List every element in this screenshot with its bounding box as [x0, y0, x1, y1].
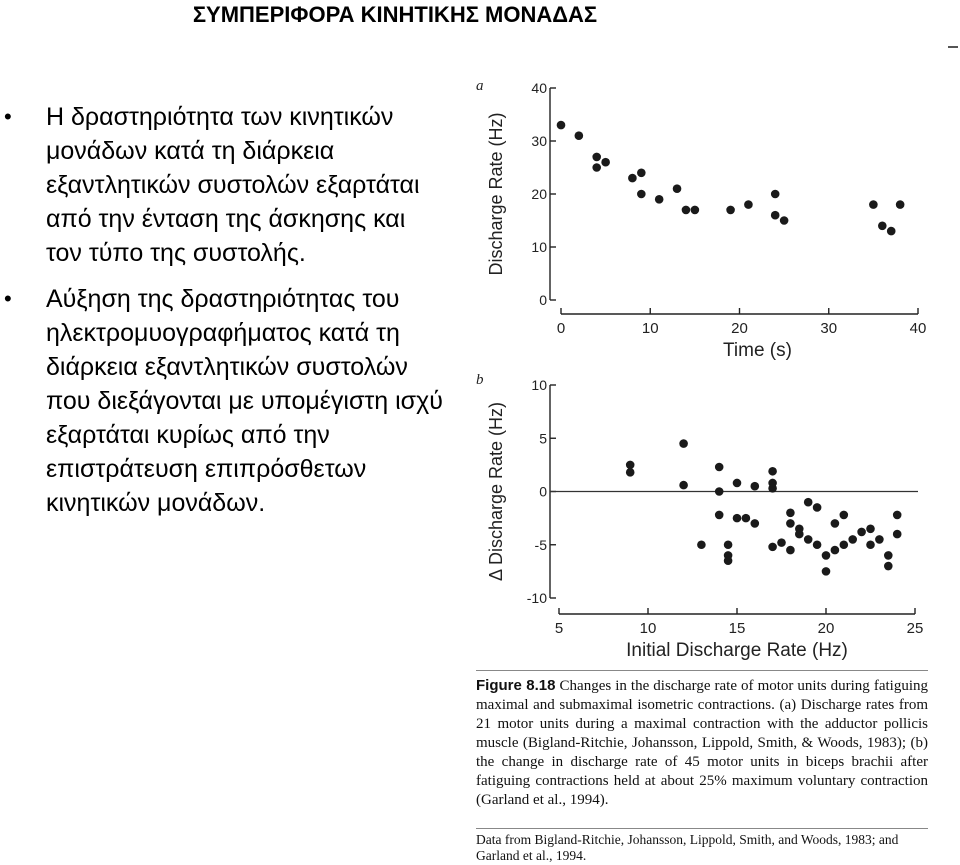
figure-source: Data from Bigland-Ritchie, Johansson, Lippold, Smith, and Woods, 1983; and Garland et al., 1994. — [476, 832, 899, 863]
data-point — [733, 479, 742, 488]
x-tick-label: 25 — [906, 620, 924, 637]
bullet-dot-icon: • — [4, 104, 12, 129]
y-tick-label: 20 — [531, 186, 547, 202]
bullet-text-1: Η δραστηριότητα των κινητικών μονάδων κατά τη διάρκεια εξαντλητικών συστολών εξαρτάται από την ένταση της άσκησης και τον τύπο της συστολής. — [46, 103, 420, 267]
data-point — [795, 530, 804, 539]
data-point — [831, 519, 840, 528]
data-point — [840, 540, 849, 549]
data-point — [733, 514, 742, 523]
data-point — [896, 200, 905, 209]
y-tick-label: 40 — [531, 80, 547, 96]
data-point — [777, 538, 786, 547]
y-axis-title: Discharge Rate (Hz) — [486, 112, 506, 276]
data-point — [813, 540, 822, 549]
y-tick-label: -10 — [526, 590, 547, 606]
data-point — [768, 543, 777, 552]
x-axis-title: Time (s) — [723, 340, 792, 361]
data-point — [884, 551, 893, 560]
data-point — [726, 206, 735, 215]
slide-title: ΣΥΜΠΕΡΙΦΟΡΑ ΚΙΝΗΤΙΚΗΣ ΜΟΝΑΔΑΣ — [192, 2, 598, 27]
bullet-dot-icon: • — [4, 286, 12, 311]
data-point — [771, 211, 780, 220]
data-point — [715, 463, 724, 472]
y-axis-title: Δ Discharge Rate (Hz) — [486, 401, 506, 582]
x-tick-label: 10 — [639, 620, 657, 637]
data-point — [742, 514, 751, 523]
bullet-text-2: Αύξηση της δραστηριότητας του ηλεκτρομυογραφήματος κατά τη διάρκεια εξαντλητικών συστολών που διεξάγονται με υπομέγιστη ισχύ εξαρτάται κυρίως από την επιστράτευση επιπρόσθετων κινητικών μονάδων. — [46, 285, 443, 517]
x-tick-label: 5 — [554, 620, 564, 637]
data-point — [771, 190, 780, 199]
corner-dash — [948, 46, 958, 48]
data-point — [866, 524, 875, 533]
data-point — [804, 535, 813, 544]
data-point — [804, 498, 813, 507]
y-tick-label: -5 — [534, 536, 547, 553]
data-point — [813, 503, 822, 512]
data-point — [768, 467, 777, 476]
x-tick-label: 0 — [556, 320, 566, 337]
x-tick-label: 20 — [731, 320, 748, 337]
data-point — [884, 562, 893, 571]
data-point — [679, 481, 688, 490]
data-point — [831, 546, 840, 555]
data-point — [840, 511, 849, 520]
x-tick-label: 40 — [909, 320, 927, 337]
data-point — [878, 222, 887, 231]
x-tick-label: 10 — [641, 320, 659, 337]
data-point — [691, 206, 700, 215]
x-tick-label: 15 — [728, 620, 746, 637]
caption-rule — [476, 670, 928, 671]
data-point — [715, 487, 724, 496]
caption-lead: Figure 8.18 — [476, 677, 556, 694]
data-point — [822, 551, 831, 560]
panel-letter-b: b — [476, 372, 484, 388]
x-tick-label: 20 — [817, 620, 835, 637]
data-point — [751, 519, 760, 528]
data-point — [592, 163, 601, 172]
data-point — [628, 174, 637, 183]
data-point — [768, 484, 777, 493]
data-point — [887, 227, 896, 236]
data-point — [724, 556, 733, 565]
data-point — [575, 131, 584, 140]
bullet-list — [4, 100, 444, 520]
y-tick-label: 10 — [531, 239, 547, 255]
panel-letter-a: a — [476, 78, 484, 94]
x-tick-label: 30 — [820, 320, 838, 337]
data-point — [866, 540, 875, 549]
data-point — [869, 200, 878, 209]
data-point — [822, 567, 831, 576]
data-point — [893, 511, 902, 520]
data-point — [848, 535, 857, 544]
y-tick-label: 30 — [531, 133, 547, 149]
y-tick-label: 0 — [539, 292, 547, 308]
data-point — [679, 439, 688, 448]
data-point — [697, 540, 706, 549]
figure-caption — [476, 676, 928, 810]
y-tick-label: 10 — [531, 377, 547, 393]
x-axis-title: Initial Discharge Rate (Hz) — [626, 640, 848, 661]
data-point — [751, 482, 760, 491]
bullet-item-1 — [4, 100, 444, 270]
data-point — [626, 461, 635, 470]
y-tick-label: 0 — [539, 483, 547, 500]
data-point — [893, 530, 902, 539]
data-point — [637, 169, 646, 178]
data-point — [744, 200, 753, 209]
data-point — [875, 535, 884, 544]
data-point — [780, 216, 789, 225]
data-point — [601, 158, 610, 167]
data-point — [626, 468, 635, 477]
y-tick-label: 5 — [539, 430, 547, 447]
data-point — [786, 546, 795, 555]
data-point — [673, 184, 682, 193]
source-rule — [476, 828, 928, 829]
data-point — [655, 195, 664, 204]
data-point — [786, 519, 795, 528]
data-point — [786, 509, 795, 518]
data-point — [715, 511, 724, 520]
figure-svg — [462, 66, 956, 666]
data-point — [857, 528, 866, 537]
data-point — [637, 190, 646, 199]
caption-text: Changes in the discharge rate of motor units during fatiguing maximal and submaximal isometric contractions. (a) Discharge rates from 21 motor units during a maximal contraction with the adductor pollicis muscle (Bigland-Ritchie, Johansson, Lippold, Smith, & Woods, 1983); (b) the change in discharge rate of 45 motor units in biceps brachii after fatiguing contractions held at about 25% maximum voluntary contraction (Garland et al., 1994). — [476, 678, 928, 808]
bullet-item-2 — [4, 282, 444, 520]
data-point — [557, 121, 566, 130]
data-point — [592, 153, 601, 162]
data-point — [724, 540, 733, 549]
data-point — [682, 206, 691, 215]
